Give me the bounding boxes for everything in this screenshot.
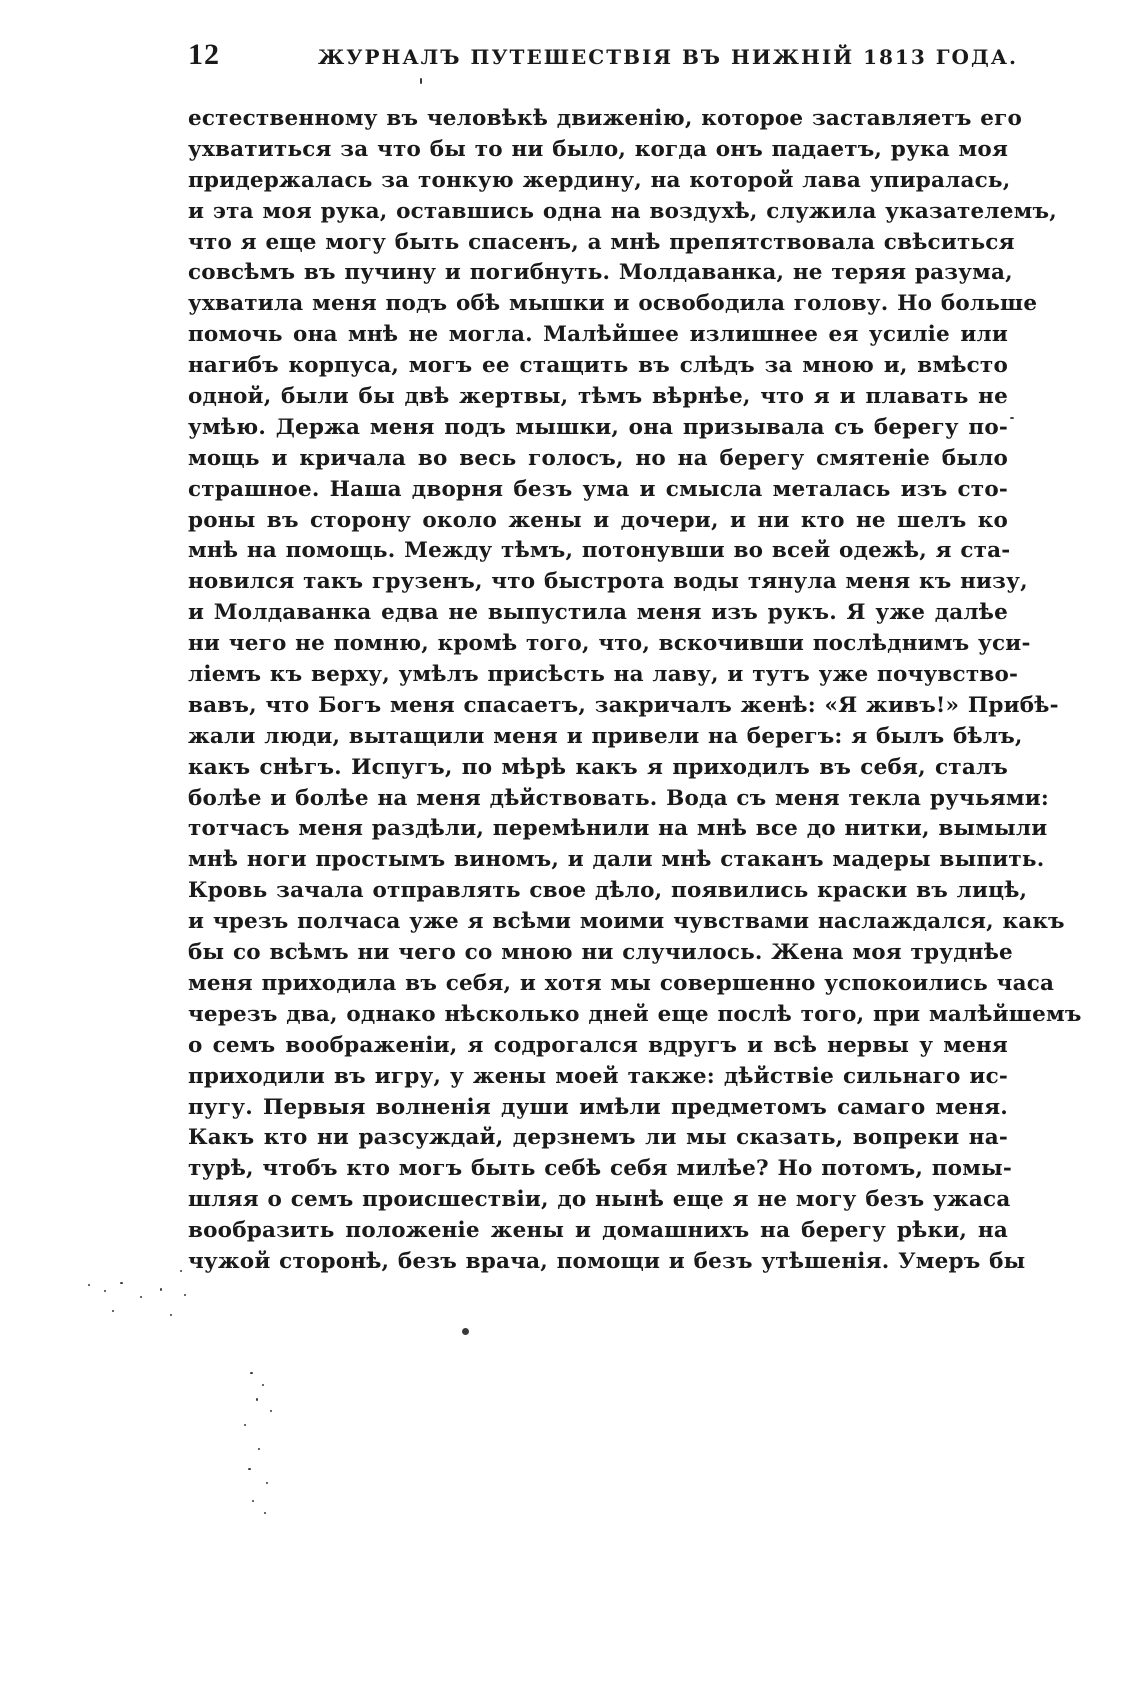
- text-line: меня приходила въ себя, и хотя мы совершенно успокоились часа: [188, 970, 1055, 996]
- scan-speck: [1010, 417, 1014, 419]
- text-line: мнѣ на помощь. Между тѣмъ, потонувши во всей одежѣ, я ста-: [188, 538, 1011, 564]
- scan-speck: [170, 1314, 172, 1316]
- text-line: тотчасъ меня раздѣли, перемѣнили на мнѣ все до нитки, вымыли: [188, 816, 1048, 842]
- scan-speck: [270, 1410, 272, 1412]
- text-line: о семъ воображеніи, я содрогался вдругъ и всѣ нервы у меня: [188, 1032, 1008, 1058]
- text-line: жали люди, вытащили меня и привели на берегъ: я былъ бѣлъ,: [188, 723, 1023, 749]
- text-line: и чрезъ полчаса уже я всѣми моими чувствами наслаждался, какъ: [188, 909, 1065, 935]
- scan-speck: [420, 78, 422, 84]
- scan-speck: [88, 1284, 90, 1286]
- text-line: нагибъ корпуса, могъ ее стащить въ слѣдъ за мною и, вмѣсто: [188, 353, 1008, 379]
- scan-speck: [256, 1398, 258, 1401]
- text-line: мощь и кричала во весь голосъ, но на берегу смятеніе было: [188, 445, 1008, 471]
- scan-speck: [112, 1310, 114, 1312]
- text-line: естественному въ человѣкѣ движенію, которое заставляетъ его: [188, 106, 1023, 131]
- text-line: турѣ, чтобъ кто могъ быть себѣ себя милѣе? Но потомъ, помы-: [188, 1156, 1012, 1182]
- text-line: Кровь зачала отправлять свое дѣло, появились краски въ лицѣ,: [188, 878, 1028, 904]
- text-line: одной, были бы двѣ жертвы, тѣмъ вѣрнѣе, что я и плавать не: [188, 384, 1008, 410]
- text-line: новился такъ грузенъ, что быстрота воды тянула меня къ низу,: [188, 569, 1028, 595]
- text-line: шляя о семъ происшествіи, до нынѣ еще я не могу безъ ужаса: [188, 1187, 1011, 1213]
- text-line: болѣе и болѣе на меня дѣйствовать. Вода съ меня текла ручьями:: [188, 785, 1049, 811]
- scan-speck: [104, 1290, 106, 1292]
- scan-speck: [160, 1288, 162, 1291]
- scan-speck: [264, 1512, 266, 1514]
- text-line: ухватиться за что бы то ни было, когда онъ падаетъ, рука моя: [188, 136, 1009, 162]
- scan-speck: [266, 1482, 268, 1484]
- text-line: черезъ два, однако нѣсколько дней еще послѣ того, при малѣйшемъ: [188, 1001, 1082, 1027]
- text-line: и Молдаванка едва не выпустила меня изъ рукъ. Я уже далѣе: [188, 600, 1008, 626]
- text-line: ни чего не помню, кромѣ того, что, вскочивши послѣднимъ уси-: [188, 631, 1031, 657]
- running-head: [188, 38, 1018, 78]
- running-title: ЖУРНАЛЪ ПУТЕШЕСТВІЯ ВЪ НИЖНІЙ 1813 ГОДА.: [317, 45, 1018, 69]
- text-line: помочь она мнѣ не могла. Малѣйшее излишнее ея усиліе или: [188, 322, 1008, 348]
- text-line: умѣю. Держа меня подъ мышки, она призывала съ берегу по-: [188, 414, 1008, 440]
- scan-speck: [184, 1294, 186, 1296]
- scan-speck: [180, 1270, 182, 1272]
- scan-speck: [140, 1296, 142, 1298]
- scan-speck: [120, 1282, 123, 1284]
- scan-speck: [462, 1328, 469, 1335]
- text-line: какъ снѣгъ. Испугъ, по мѣрѣ какъ я приходилъ въ себя, сталъ: [188, 754, 1008, 780]
- body-text: [188, 104, 1082, 1278]
- scan-speck: [252, 1500, 254, 1502]
- text-line: пугу. Первыя волненія души имѣли предметомъ самаго меня.: [188, 1094, 1008, 1120]
- text-line: совсѣмъ въ пучину и погибнуть. Молдаванка, не теряя разума,: [188, 260, 1013, 286]
- text-line: чужой сторонѣ, безъ врача, помощи и безъ утѣшенія. Умеръ бы: [188, 1248, 1026, 1274]
- scan-speck: [262, 1384, 264, 1386]
- scan-speck: [258, 1448, 260, 1450]
- text-line: роны въ сторону около жены и дочери, и ни кто не шелъ ко: [188, 507, 1008, 533]
- scan-speck: [244, 1424, 246, 1426]
- text-line: мнѣ ноги простымъ виномъ, и дали мнѣ стаканъ мадеры выпить.: [188, 847, 1045, 873]
- text-line: Какъ кто ни разсуждай, дерзнемъ ли мы сказать, вопреки на-: [188, 1125, 1008, 1151]
- text-line: страшное. Наша дворня безъ ума и смысла металась изъ сто-: [188, 476, 1008, 502]
- page-number: 12: [188, 38, 220, 71]
- text-line: придержалась за тонкую жердину, на которой лава упиралась,: [188, 167, 1011, 193]
- text-line: приходили въ игру, у жены моей также: дѣйствіе сильнаго ис-: [188, 1063, 1008, 1089]
- scan-speck: [250, 1372, 253, 1374]
- text-line: вавъ, что Богъ меня спасаетъ, закричалъ женѣ: «Я живъ!» Прибѣ-: [188, 692, 1059, 718]
- text-line: и эта моя рука, оставшись одна на воздухѣ, служила указателемъ,: [188, 198, 1057, 224]
- text-line: ліемъ къ верху, умѣлъ присѣсть на лаву, и тутъ уже почувство-: [188, 662, 1019, 688]
- text-line: вообразить положеніе жены и домашнихъ на берегу рѣки, на: [188, 1218, 1008, 1244]
- text-line: что я еще могу быть спасенъ, а мнѣ препятствовала свѣситься: [188, 229, 1015, 255]
- scan-speck: [248, 1468, 251, 1470]
- text-line: бы со всѣмъ ни чего со мною ни случилось. Жена моя труднѣе: [188, 940, 1013, 966]
- text-line: ухватила меня подъ обѣ мышки и освободила голову. Но больше: [188, 291, 1038, 317]
